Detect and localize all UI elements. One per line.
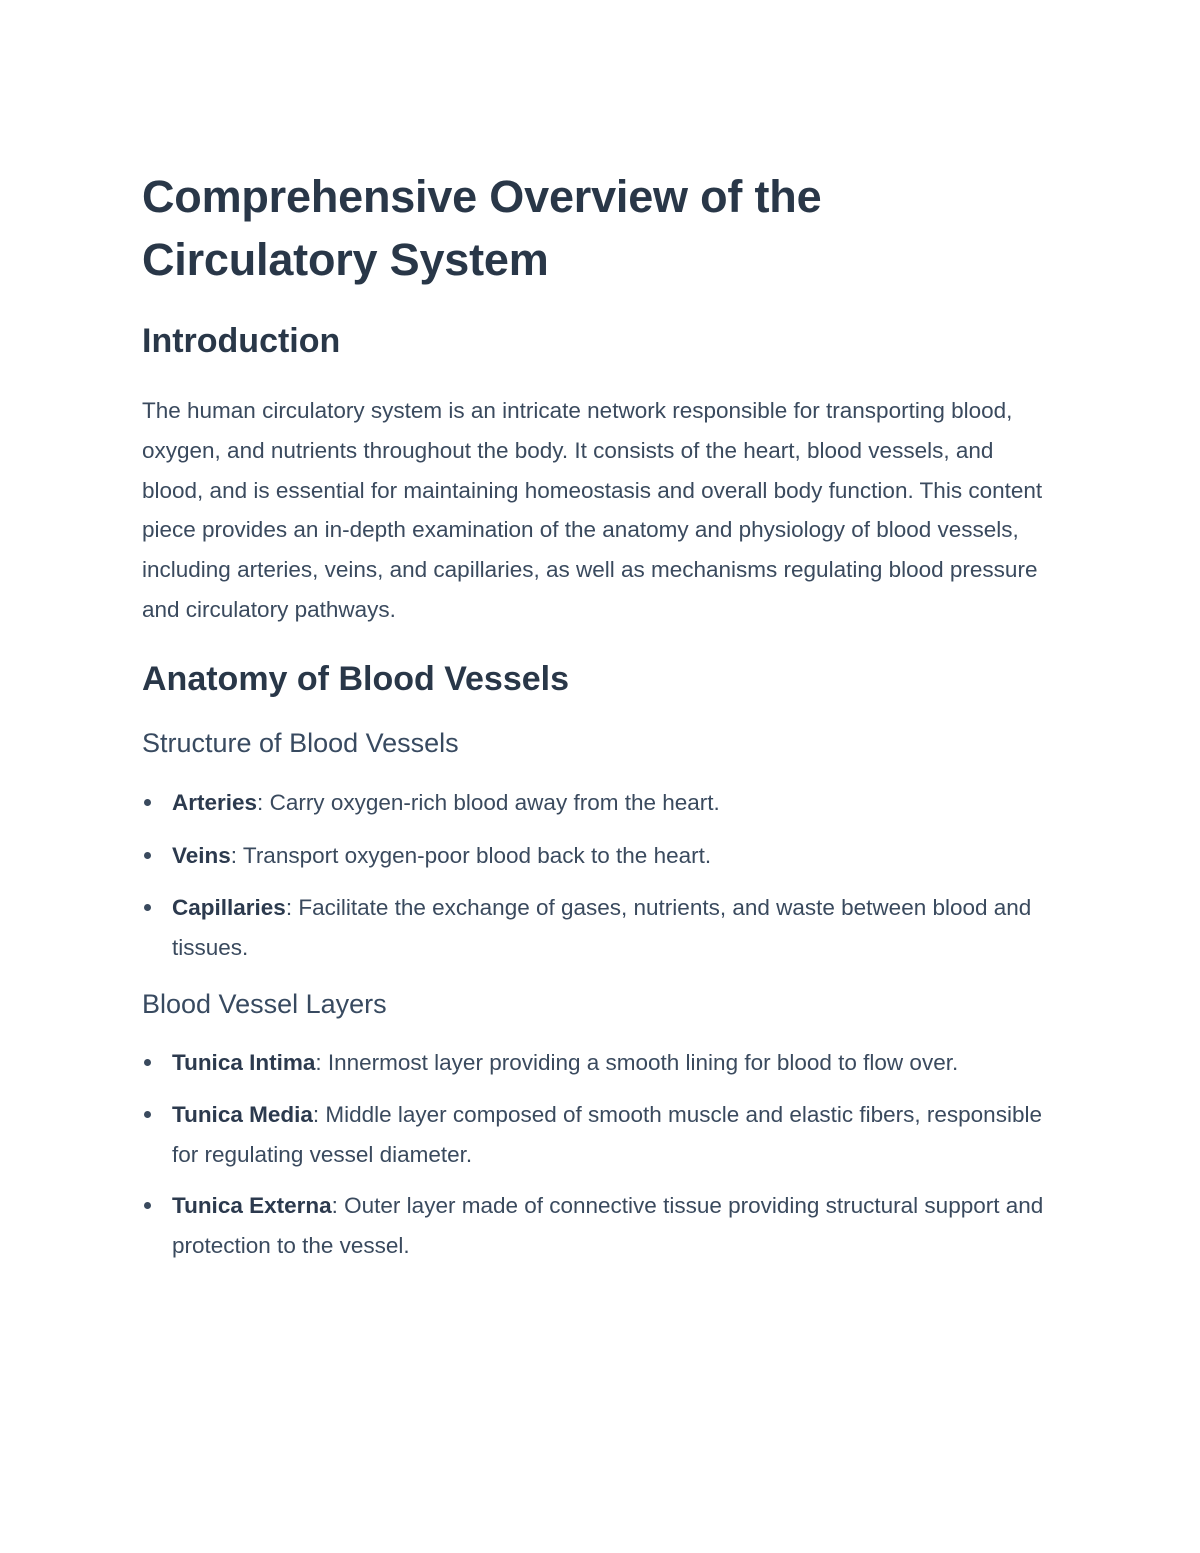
bullet-icon bbox=[144, 799, 151, 806]
item-term: Tunica Intima bbox=[172, 1049, 316, 1075]
list-item-tunica-media bbox=[142, 1095, 1052, 1175]
introduction-paragraph: The human circulatory system is an intricate network responsible for transporting blood, oxygen, and nutrients throughout the body. It consists of the heart, blood vessels, and blood, and is essential for maintaining homeostasis and overall body function. This content piece provides an in-depth examination of the anatomy and physiology of blood vessels, including arteries, veins, and capillaries, as well as mechanisms regulating blood pressure and circulatory pathways. bbox=[142, 398, 1043, 622]
layers-subheading: Blood Vessel Layers bbox=[142, 988, 387, 1019]
item-description: Carry oxygen-rich blood away from the heart. bbox=[263, 789, 720, 815]
list-item-tunica-externa bbox=[142, 1186, 1052, 1266]
bullet-icon bbox=[144, 904, 151, 911]
item-description: Middle layer composed of smooth muscle and elastic fibers, responsible for regulating vessel diameter. bbox=[172, 1101, 1042, 1167]
item-description: Innermost layer providing a smooth lining for blood to flow over. bbox=[321, 1049, 959, 1075]
item-separator: : bbox=[230, 842, 238, 868]
item-separator: : bbox=[312, 1101, 320, 1127]
item-term: Tunica Media bbox=[172, 1101, 313, 1127]
page-title: Comprehensive Overview of the Circulatory System bbox=[142, 171, 822, 285]
item-term: Capillaries bbox=[172, 895, 286, 921]
introduction-heading: Introduction bbox=[142, 322, 341, 360]
list-item-capillaries bbox=[142, 888, 1052, 968]
bullet-icon bbox=[144, 852, 151, 859]
list-item-arteries bbox=[142, 783, 1052, 823]
item-separator: : bbox=[315, 1049, 322, 1075]
bullet-icon bbox=[144, 1111, 151, 1118]
item-term: Veins bbox=[172, 842, 231, 868]
item-separator: : bbox=[257, 789, 264, 815]
item-separator: : bbox=[331, 1193, 338, 1219]
structure-subheading: Structure of Blood Vessels bbox=[142, 727, 459, 758]
item-description: Outer layer made of connective tissue providing structural support and protection to the vessel. bbox=[172, 1193, 1044, 1259]
item-term: Arteries bbox=[172, 789, 258, 815]
item-description: Facilitate the exchange of gases, nutrients, and waste between blood and tissues. bbox=[172, 895, 1032, 961]
item-term: Tunica Externa bbox=[172, 1193, 332, 1219]
document-page bbox=[142, 165, 1052, 1266]
layers-list bbox=[142, 1043, 1052, 1266]
item-description: Transport oxygen-poor blood back to the heart. bbox=[237, 842, 712, 868]
list-item-veins bbox=[142, 836, 1052, 876]
bullet-icon bbox=[144, 1202, 151, 1209]
item-separator: : bbox=[285, 895, 293, 921]
list-item-tunica-intima bbox=[142, 1043, 1052, 1083]
bullet-icon bbox=[144, 1059, 151, 1066]
structure-list bbox=[142, 783, 1052, 968]
anatomy-heading: Anatomy of Blood Vessels bbox=[142, 659, 569, 698]
